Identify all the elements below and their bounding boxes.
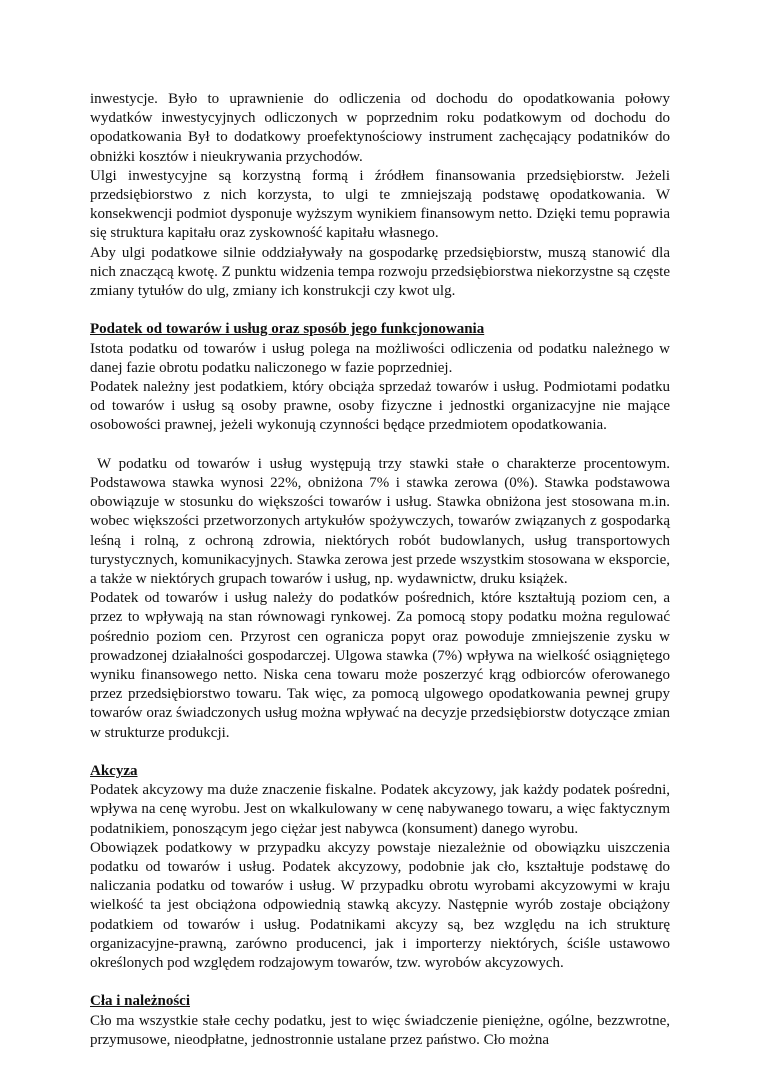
section-heading-excise: Akcyza — [90, 763, 138, 780]
section-heading-customs: Cła i należności — [90, 993, 190, 1010]
spacer — [90, 436, 670, 455]
paragraph: Ulgi inwestycyjne są korzystną formą i źródłem finansowania przedsiębiorstw. Jeżeli przedsiębiorstwo z nich korzysta, to ulgi te zmniejszają podstawę opodatkowania. W konsekwencji podmiot dysponuje wyższym wynikiem finansowym netto. Dzięki temu poprawia się struktura kapitału oraz zyskowność kapitału własnego. — [90, 167, 670, 242]
paragraph: Aby ulgi podatkowe silnie oddziaływały na gospodarkę przedsiębiorstw, muszą stanowić dla nich znaczącą kwotę. Z punktu widzenia tempa rozwoju przedsiębiorstwa niekorzystne są częste zmiany tytułów do ulg, zmiany ich konstrukcji czy kwot ulg. — [90, 244, 670, 300]
paragraph: Istota podatku od towarów i usług polega na możliwości odliczenia od podatku należnego w danej fazie obrotu podatku naliczonego w fazie poprzedniej. — [90, 340, 670, 376]
spacer — [90, 301, 670, 320]
spacer — [90, 973, 670, 992]
paragraph: Cło ma wszystkie stałe cechy podatku, jest to więc świadczenie pieniężne, ogólne, bezzwrotne, przymusowe, nieodpłatne, jednostronnie ustalane przez państwo. Cło można — [90, 1012, 670, 1048]
paragraph: inwestycje. Było to uprawnienie do odliczenia od dochodu do opodatkowania połowy wydatków inwestycyjnych odliczonych w poprzednim roku podatkowym od dochodu do opodatkowania Był to dodatkowy proefektynościowy instrument zachęcający podatników do obniżki kosztów i nieukrywania przychodów. — [90, 91, 670, 165]
paragraph: Podatek należny jest podatkiem, który obciąża sprzedaż towarów i usług. Podmiotami podatku od towarów i usług są osoby prawne, osoby fizyczne i jednostki organizacyjne nie mające osobowości prawnej, jeżeli wykonują czynności będące przedmiotem opodatkowania. — [90, 379, 670, 434]
section-heading-vat: Podatek od towarów i usług oraz sposób jego funkcjonowania — [90, 321, 485, 338]
paragraph: Obowiązek podatkowy w przypadku akcyzy powstaje niezależnie od obowiązku uiszczenia podatku od towarów i usług. Podatek akcyzowy, podobnie jak cło, kształtuje podstawę do naliczania podatku od towarów i usług. W przypadku obrotu wyrobami akcyzowymi w kraju wielkość ta jest obciążona odpowiednią stawką akcyzy. Następnie wyrób zostaje obciążony podatkiem od towarów i usług. Podatnikami akcyzy są, bez względu na ich strukturę organizacyjne-prawną, zarówno producenci, jak i importerzy niektórych, ściśle ustawowo określonych pod względem rodzajowym towarów, tzw. wyrobów akcyzowych. — [90, 839, 670, 972]
paragraph: Podatek akcyzowy ma duże znaczenie fiskalne. Podatek akcyzowy, jak każdy podatek pośredni, wpływa na cenę wyrobu. Jest on wkalkulowany w cenę nabywanego towaru, a więc faktycznym podatnikiem, ponoszącym jego ciężar jest nabywca (konsument) danego wyrobu. — [90, 782, 670, 837]
paragraph: Podatek od towarów i usług należy do podatków pośrednich, które kształtują poziom cen, a przez to wpływają na stan równowagi rynkowej. Za pomocą stopy podatku można regulować pośrednio poziom cen. Przyrost cen ogranicza popyt oraz powoduje zmniejszenie zysku w prowadzonej działalności gospodarczej. Ulgowa stawka (7%) wpływa na wielkość osiągniętego wyniku finansowego netto. Niska cena towaru może poszerzyć krąg odbiorców oferowanego przez przedsiębiorstwo towaru. Tak więc, za pomocą ulgowego opodatkowania pewnej grupy towarów oraz świadczonych usług można wpływać na decyzje przedsiębiorstw dotyczące zmian w strukturze produkcji. — [90, 590, 670, 741]
spacer — [90, 743, 670, 762]
paragraph: W podatku od towarów i usług występują trzy stawki stałe o charakterze procentowym. Podstawowa stawka wynosi 22%, obniżona 7% i stawka zerowa (0%). Stawka podstawowa obowiązuje w stosunku do większości towarów i usług. Stawka obniżona jest stosowana m.in. wobec większości przetworzonych artykułów spożywczych, towarów związanych z gospodarką leśną i rolną, z ochroną zdrowia, niektórych robót budowlanych, usług transportowych turystycznych, komunikacyjnych. Stawka zerowa jest przede wszystkim stosowana w eksporcie, a także w niektórych grupach towarów i usług, np. wydawnictw, druku książek. — [90, 455, 670, 588]
